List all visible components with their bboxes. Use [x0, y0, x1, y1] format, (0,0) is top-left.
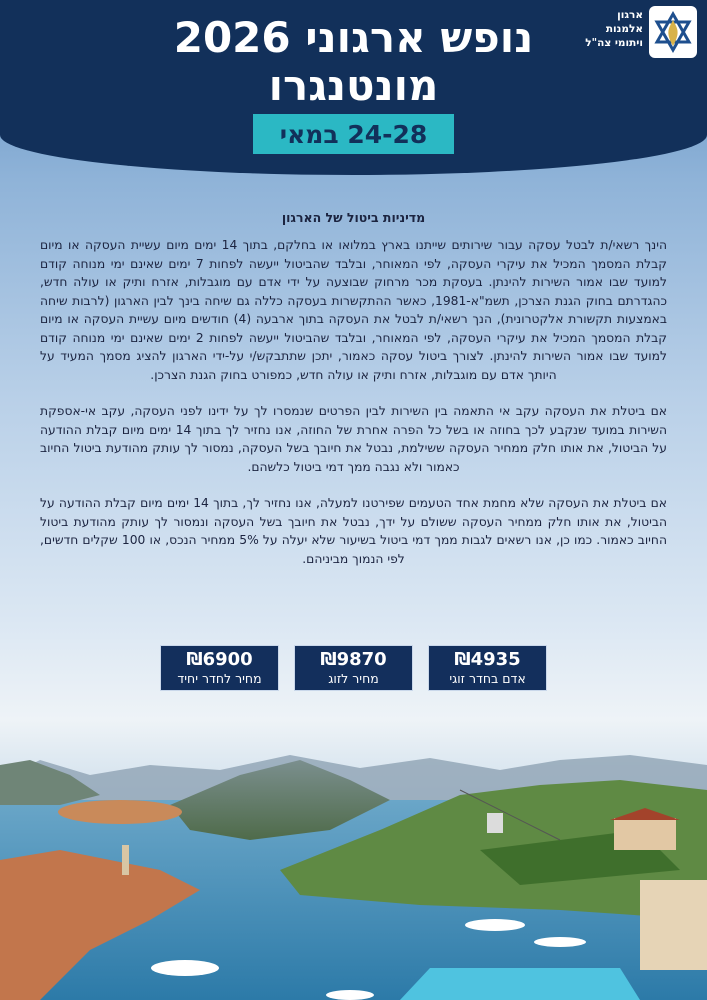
price-box-double-room	[428, 645, 547, 691]
church-tower	[122, 845, 129, 875]
cable-car	[487, 813, 503, 833]
yacht	[465, 919, 525, 931]
price-amount: ₪9870	[320, 648, 387, 670]
price-box-single-room	[160, 645, 279, 691]
pool	[400, 968, 640, 1000]
dates-badge: 24-28 במאי	[253, 114, 454, 154]
title-line-2: מונטנגרו	[268, 61, 439, 110]
yacht	[326, 990, 374, 1000]
yacht	[151, 960, 219, 976]
island-town	[58, 800, 182, 824]
price-box-couple	[294, 645, 413, 691]
price-list	[160, 645, 547, 691]
policy-paragraph-3: אם ביטלת את העסקה שלא מחמת אחד הטעמים שפירטנו למעלה, אנו נחזיר לך, בתוך 14 ימים מיום קבלת ההודעה על הביטול, את אותו חלק ממחיר העסקה ששולם על ידך, נבטל את חיובך בשל העסקה ונמסור לך עותק מהודעת ביטול החיוב כאמור. כמו כן, אנו רשאים לגבות ממך דמי ביטול בשיעור שלא יעלה על 5% ממחיר הנכס, או 100 שקלים חדשים, לפי הנמוך מביניהם.	[40, 496, 667, 566]
yacht	[534, 937, 586, 947]
price-label: מחיר לחדר יחיד	[177, 670, 262, 686]
title-line-1: נופש ארגוני 2026	[173, 13, 534, 62]
villa	[614, 818, 676, 850]
policy-title: מדיניות ביטול של הארגון	[281, 210, 426, 225]
policy-paragraph-1: הינך רשאי/ת לבטל עסקה עבור שירותים שייתנו בארץ במלואו או בחלקם, בתוך 14 ימים מיום עשיית העסקה או מיום קבלת המסמך המכיל את עיקרי העסקה, לפי המאוחר, ובלבד שהביטול ייעשה לפחות 7 ימים שאינם ימי מנוחה קודם למועד שבו אמור השירות להינתן. בעסקת מכר מרחוק שבוצעה על ידי אדם עם מוגבלות, אזרח ותיק או עולה חדש, כהגדרתם בחוק הגנת הצרכן, תשמ"א-1981, כאשר ההתקשרות בעסקה כללה גם שיחה בינך לבין הארגון (לרבות שיחה באמצעות תקשורת אלקטרונית), הנך רשאי/ת לבטל את העסקה בתוך ארבעה (4) חודשים מיום עשיית העסקה או מיום קבלת המסמך המכיל את עיקרי העסקה, לפי המאוחר, ובלבד שהביטול ייעשה לפחות 2 ימים שאינם ימי מנוחה קודם למועד שבו אמור השירות להינתן. לצורך ביטול עסקה כאמור, יתכן שתתבקש/י על-ידי הארגון להציג מסמך המעיד על היותך אדם עם מוגבלות, אזרח ותיק או עולה חדש, כמפורט בחוק הגנת הצרכן.	[40, 238, 668, 382]
star-of-david-emblem-icon	[649, 6, 697, 58]
cancellation-policy	[40, 210, 667, 586]
price-amount: ₪6900	[186, 648, 253, 670]
hotel	[640, 880, 707, 970]
montenegro-coast-illustration	[0, 720, 707, 1000]
org-name-line-3: ויתומי צה"ל	[585, 37, 643, 49]
policy-paragraph-2: אם ביטלת את העסקה עקב אי התאמה בין השירות לבין הפרטים שנמסרו לך על ידינו לפני העסקה, עקב אי-אספקת השירות במועד שנקבע לכך בחוזה או בשל כל הפרה אחרת של החוזה, אנו נחזיר לך בתוך 14 ימים מיום קבלת ההודעה על הביטול, את אותו חלק ממחיר העסקה ששילמת, נבטל את חיובך בשל העסקה, נמסור לך עותק מהודעת ביטול החיוב כאמור ולא נגבה ממך דמי ביטול כלשהם.	[40, 404, 667, 474]
emblem-graphic	[653, 10, 693, 54]
header-banner	[0, 0, 707, 175]
org-name-line-1: ארגון	[617, 9, 643, 21]
org-name	[573, 8, 643, 50]
price-label: אדם בחדר זוגי	[449, 670, 526, 686]
org-name-line-2: אלמנות	[605, 23, 643, 35]
price-amount: ₪4935	[454, 648, 521, 670]
price-label: מחיר לזוג	[328, 670, 379, 686]
